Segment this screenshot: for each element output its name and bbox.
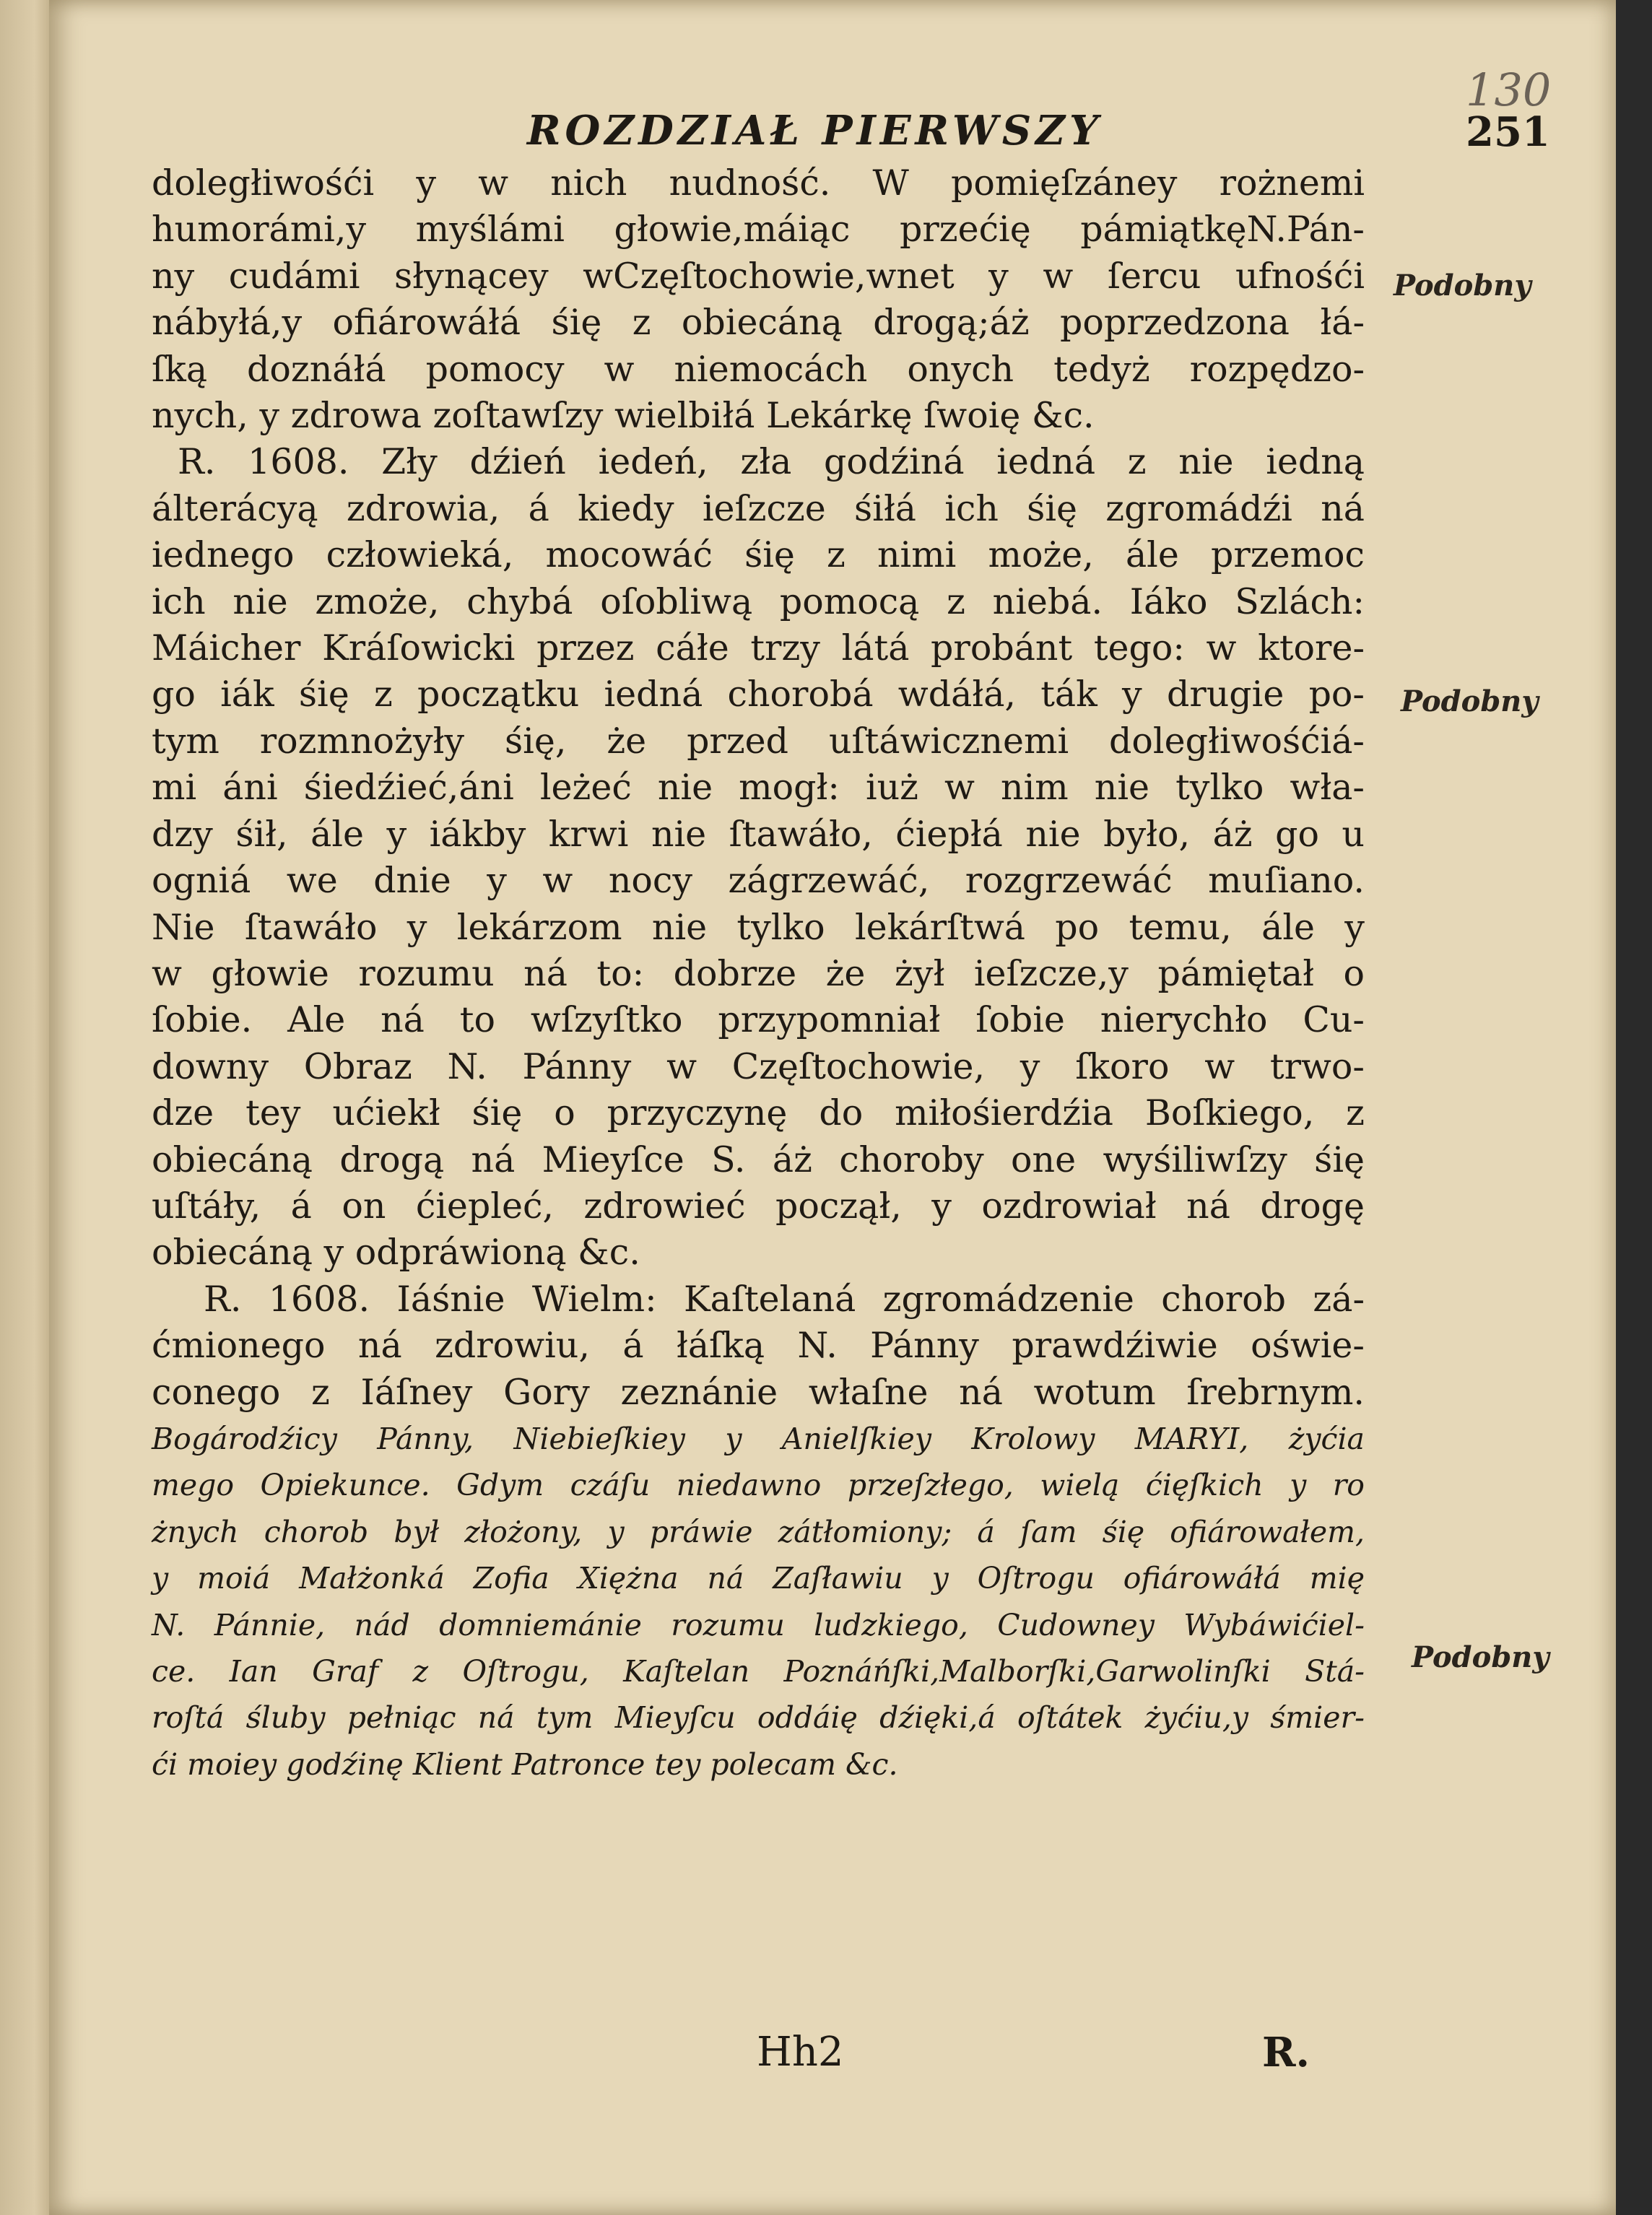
italic-text-line: ći moiey godźinę Klient Patronce tey polecam &c.: [152, 1746, 898, 1782]
text-line: iednego człowieká, mocowáć śię z nimi może, ále przemoc: [152, 534, 1365, 576]
text-line: obiecáną y odpráwioną &c.: [152, 1232, 640, 1274]
text-line: dze tey ućiekł śię o przyczynę do miłośierdźia Boſkiego, z: [152, 1092, 1365, 1134]
margin-note: Podobny: [1394, 269, 1531, 303]
text-line: dzy śił, ále y iákby krwi nie ſtawáło, ćiepłá nie było, áż go u: [152, 813, 1365, 855]
body-text: [152, 160, 1365, 1788]
text-line: obiecáną drogą ná Mieyſce S. áż choroby one wyśiliwſzy śię: [152, 1139, 1365, 1180]
text-line: R. 1608. Zły dźień iedeń, zła godźiná iedná z nie iedną: [178, 441, 1365, 483]
text-line: w głowie rozumu ná to: dobrze że żył ieſzcze,y pámiętał o: [152, 952, 1365, 994]
text-line: humorámi,y myślámi głowie,máiąc przećię pámiątkęN.Pán-: [152, 209, 1365, 251]
signature-mark: Hh2: [757, 2029, 844, 2076]
catchword: R.: [1262, 2029, 1310, 2076]
margin-note: Podobny: [1412, 1640, 1549, 1674]
text-line: nábyłá,y ofiárowáłá śię z obiecáną drogą;áż poprzedzona łá-: [152, 302, 1365, 344]
page-number: 251: [1466, 108, 1550, 156]
text-line: ćmionego ná zdrowiu, á łáſką N. Pánny prawdźiwie oświe-: [152, 1325, 1365, 1367]
text-line: downy Obraz N. Pánny w Częſtochowie, y ſkoro w trwo-: [152, 1045, 1365, 1087]
text-line: go iák śię z początku iedná chorobá wdáłá, ták y drugie po-: [152, 674, 1365, 715]
italic-text-line: roſtá śluby pełniąc ná tym Mieyſcu oddáię dźięki,á oſtátek żyćiu,y śmier-: [152, 1700, 1365, 1736]
running-title: ROZDZIAŁ PIERWSZY: [527, 107, 1103, 155]
text-line: Nie ſtawáło y lekárzom nie tylko lekárſtwá po temu, ále y: [152, 906, 1365, 948]
italic-text-line: y moiá Małżonká Zofia Xiężna ná Zaſławiu y Oſtrogu ofiárowáłá mię: [152, 1561, 1365, 1596]
italic-text-line: Bogárodźicy Pánny, Niebieſkiey y Anielſkiey Krolowy MARYI, żyćia: [152, 1421, 1365, 1456]
italic-text-line: N. Pánnie, nád domniemánie rozumu ludzkiego, Cudowney Wybáwićiel-: [152, 1607, 1365, 1642]
margin-note: Podobny: [1401, 684, 1539, 718]
text-line: doległiwośći y w nich nudność. W pomięſzáney rożnemi: [152, 162, 1365, 204]
text-line: álterácyą zdrowia, á kiedy ieſzcze śiłá ich śię zgromádźi ná: [152, 487, 1365, 529]
text-line: R. 1608. Iáśnie Wielm: Kaſtelaná zgromádzenie chorob zá-: [204, 1278, 1365, 1320]
text-line: nych, y zdrowa zoſtawſzy wielbiłá Lekárkę ſwoię &c.: [152, 395, 1095, 437]
text-line: ſką doznáłá pomocy w niemocách onych tedyż rozpędzo-: [152, 348, 1365, 390]
text-line: mi áni śiedźieć,áni leżeć nie mogł: iuż w nim nie tylko wła-: [152, 767, 1365, 809]
text-line: uſtáły, á on ćiepleć, zdrowieć począł, y ozdrowiał ná drogę: [152, 1185, 1365, 1227]
text-line: ny cudámi słynącey wCzęſtochowie,wnet y w ſercu ufnośći: [152, 255, 1365, 297]
text-line: conego z Iáſney Gory zeznánie właſne ná wotum ſrebrnym.: [152, 1371, 1365, 1413]
text-line: ich nie zmoże, chybá oſobliwą pomocą z niebá. Iáko Szlách:: [152, 580, 1365, 622]
text-line: ogniá we dnie y w nocy zágrzewáć, rozgrzewáć muſiano.: [152, 860, 1365, 902]
handwritten-folio-number: 130: [1466, 64, 1552, 116]
text-line: Máicher Kráſowicki przez cáłe trzy látá probánt tego: w ktore-: [152, 627, 1365, 669]
text-line: ſobie. Ale ná to wſzyſtko przypomniał ſobie nierychło Cu-: [152, 999, 1365, 1041]
italic-text-line: ce. Ian Graf z Oſtrogu, Kaſtelan Poznáńſki,Malborſki,Garwolinſki Stá-: [152, 1654, 1365, 1689]
italic-text-line: mego Opiekunce. Gdym czáſu niedawno przeſzłego, wielą ćięſkich y ro: [152, 1468, 1365, 1503]
italic-text-line: żnych chorob był złożony, y práwie zátłomiony; á ſam śię ofiárowałem,: [152, 1514, 1365, 1549]
text-line: tym rozmnożyły śię, że przed uſtáwicznemi doległiwośćiá-: [152, 720, 1365, 762]
